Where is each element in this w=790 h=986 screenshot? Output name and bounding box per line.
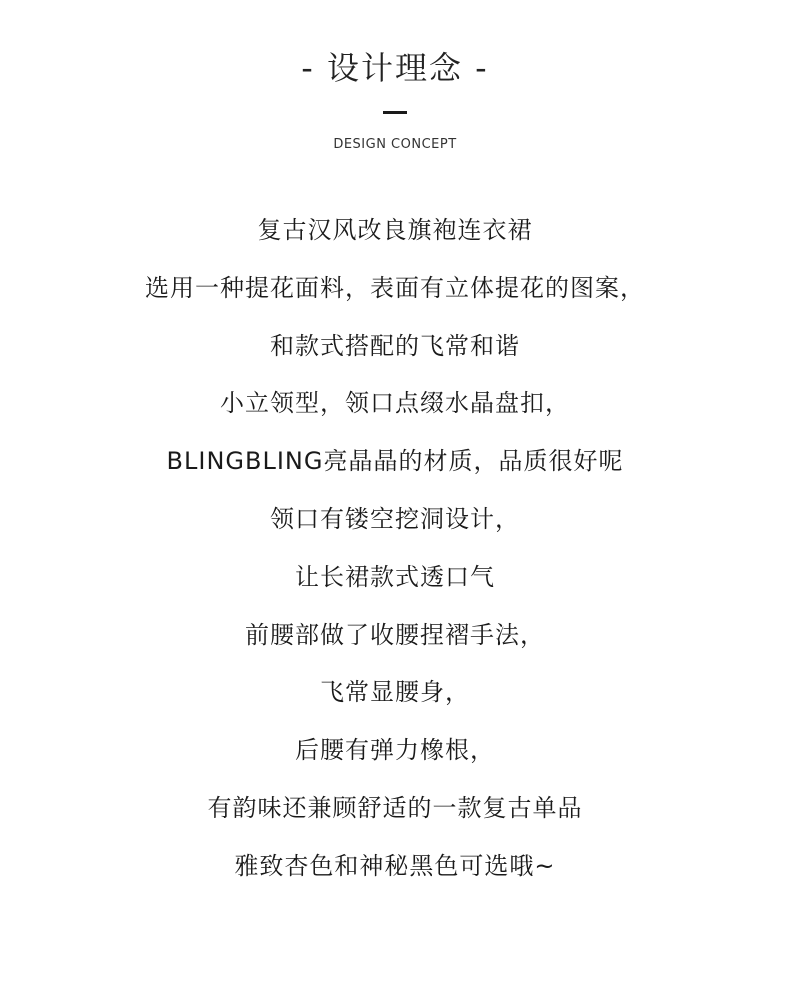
description-line: 复古汉风改良旗袍连衣裙 [257, 216, 533, 244]
title-divider [383, 111, 407, 114]
description-line: 选用一种提花面料，表面有立体提花的图案， [145, 273, 645, 302]
description-line: 雅致杏色和神秘黑色可选哦~ [234, 851, 556, 880]
description-line: 前腰部做了收腰捏褶手法， [245, 620, 545, 649]
section-title: - 设计理念 - [301, 49, 489, 87]
description-line: 和款式搭配的飞常和谐 [270, 331, 520, 360]
description-line: BLINGBLING亮晶晶的材质，品质很好呢 [166, 447, 624, 476]
description-line: 有韵味还兼顾舒适的一款复古单品 [207, 793, 583, 822]
description-line: 小立领型，领口点缀水晶盘扣， [220, 389, 570, 418]
section-header [0, 0, 790, 160]
description-line: 领口有镂空挖洞设计， [270, 504, 520, 533]
description-text [0, 207, 790, 901]
description-line: 飞常显腰身， [320, 678, 470, 707]
description-line: 让长裙款式透口气 [295, 562, 495, 591]
section-subtitle: DESIGN CONCEPT [333, 137, 457, 152]
description-line: 后腰有弹力橡根， [295, 736, 495, 765]
